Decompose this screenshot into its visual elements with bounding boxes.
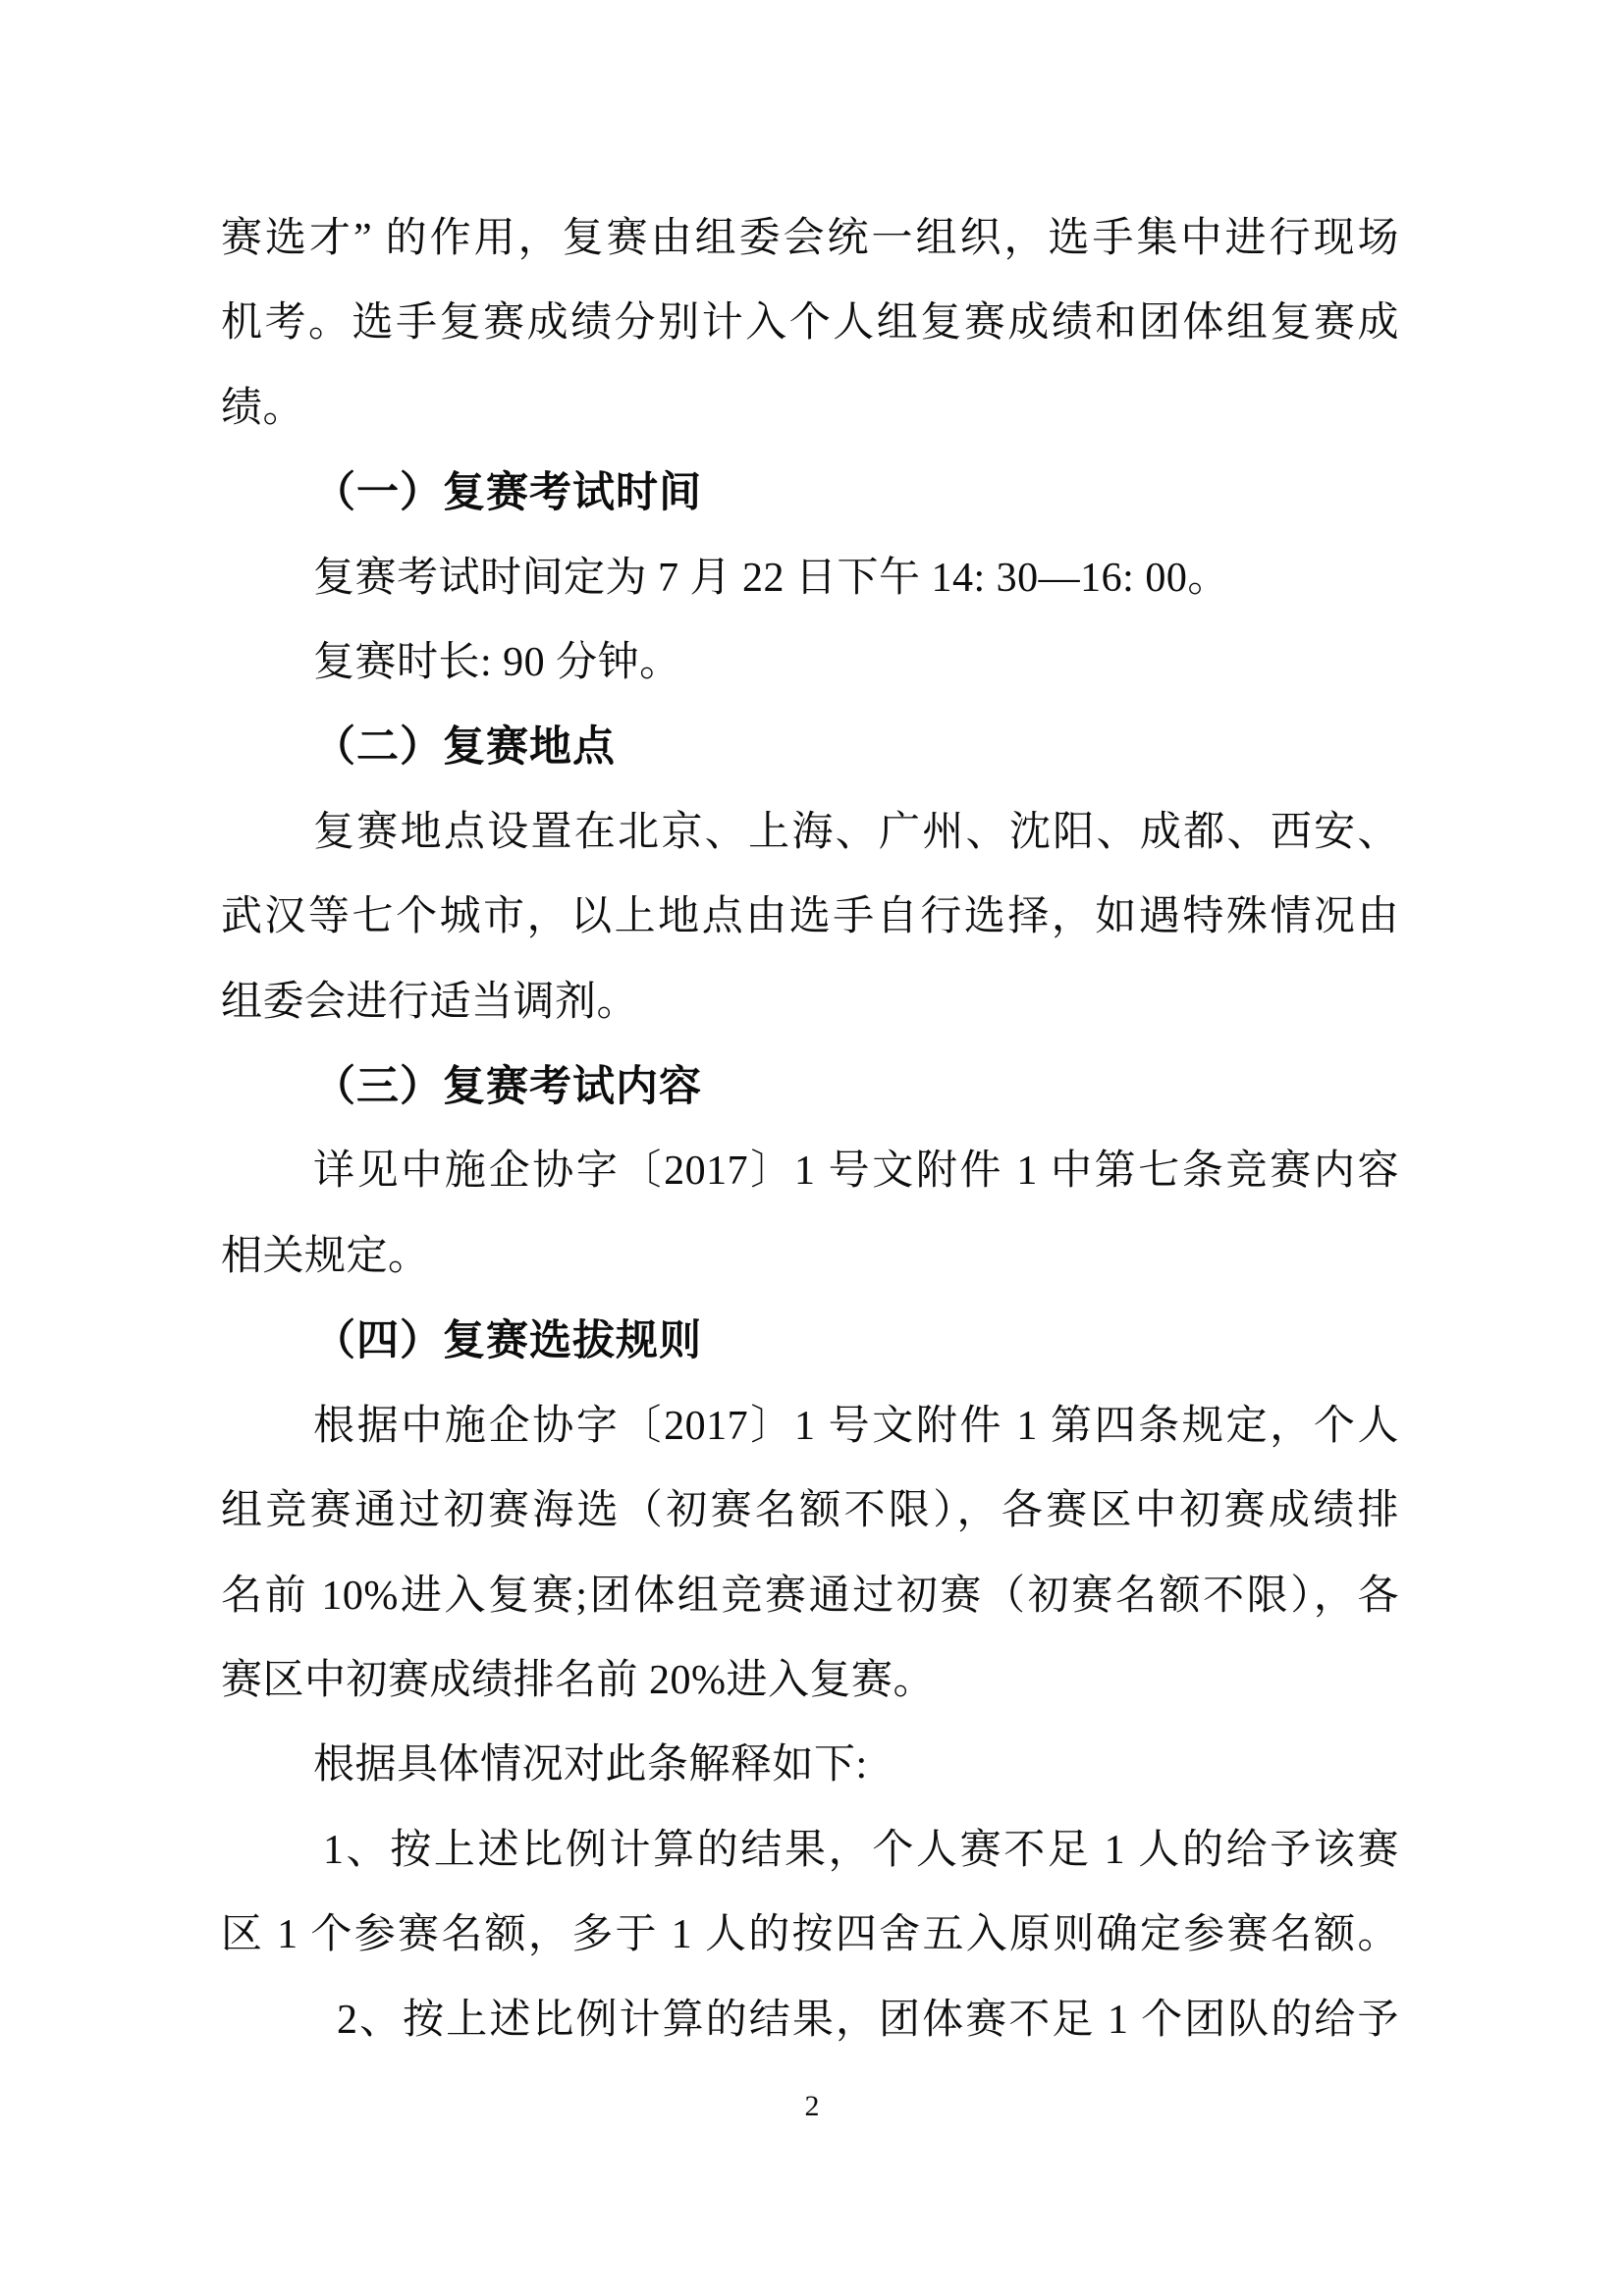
page-number: 2: [804, 2090, 820, 2122]
body-line: 区 1 个参赛名额，多于 1 人的按四舍五入原则确定参赛名额。: [221, 1912, 1399, 1958]
body-line: 赛选才” 的作用，复赛由组委会统一组织，选手集中进行现场: [221, 216, 1399, 261]
body-line: 复赛地点设置在北京、上海、广州、沈阳、成都、西安、: [313, 809, 1399, 855]
body-line: 赛区中初赛成绩排名前 20%进入复赛。: [221, 1657, 935, 1703]
numbered-item-2: 2、按上述比例计算的结果，团体赛不足 1 个团队的给予: [337, 1997, 1399, 2043]
body-line: 详见中施企协字〔2017〕1 号文附件 1 中第七条竞赛内容: [313, 1148, 1399, 1195]
body-line: 名前 10%进入复赛;团体组竞赛通过初赛（初赛名额不限），各: [221, 1573, 1399, 1619]
body-line: 组委会进行适当调剂。: [221, 979, 639, 1025]
section-heading-4-selection-rules: （四）复赛选拔规则: [313, 1316, 702, 1366]
section-heading-3-exam-content: （三）复赛考试内容: [313, 1062, 702, 1112]
body-line: 复赛考试时间定为 7 月 22 日下午 14: 30—16: 00。: [313, 555, 1229, 601]
body-line: 复赛时长: 90 分钟。: [313, 640, 681, 686]
body-line: 相关规定。: [221, 1233, 430, 1279]
text-block: [221, 196, 1399, 2062]
body-line: 机考。选手复赛成绩分别计入个人组复赛成绩和团体组复赛成: [221, 300, 1399, 347]
body-line: 根据中施企协字〔2017〕1 号文附件 1 第四条规定，个人: [313, 1403, 1399, 1449]
section-heading-2-location: （二）复赛地点: [313, 722, 616, 773]
body-line: 根据具体情况对此条解释如下:: [313, 1742, 868, 1789]
numbered-item-1: 1、按上述比例计算的结果，个人赛不足 1 人的给予该赛: [323, 1827, 1399, 1873]
section-heading-1-exam-time: （一）复赛考试时间: [313, 468, 702, 518]
body-line: 武汉等七个城市，以上地点由选手自行选择，如遇特殊情况由: [221, 894, 1399, 940]
body-line: 绩。: [221, 385, 305, 431]
body-line: 组竞赛通过初赛海选（初赛名额不限），各赛区中初赛成绩排: [221, 1488, 1399, 1534]
